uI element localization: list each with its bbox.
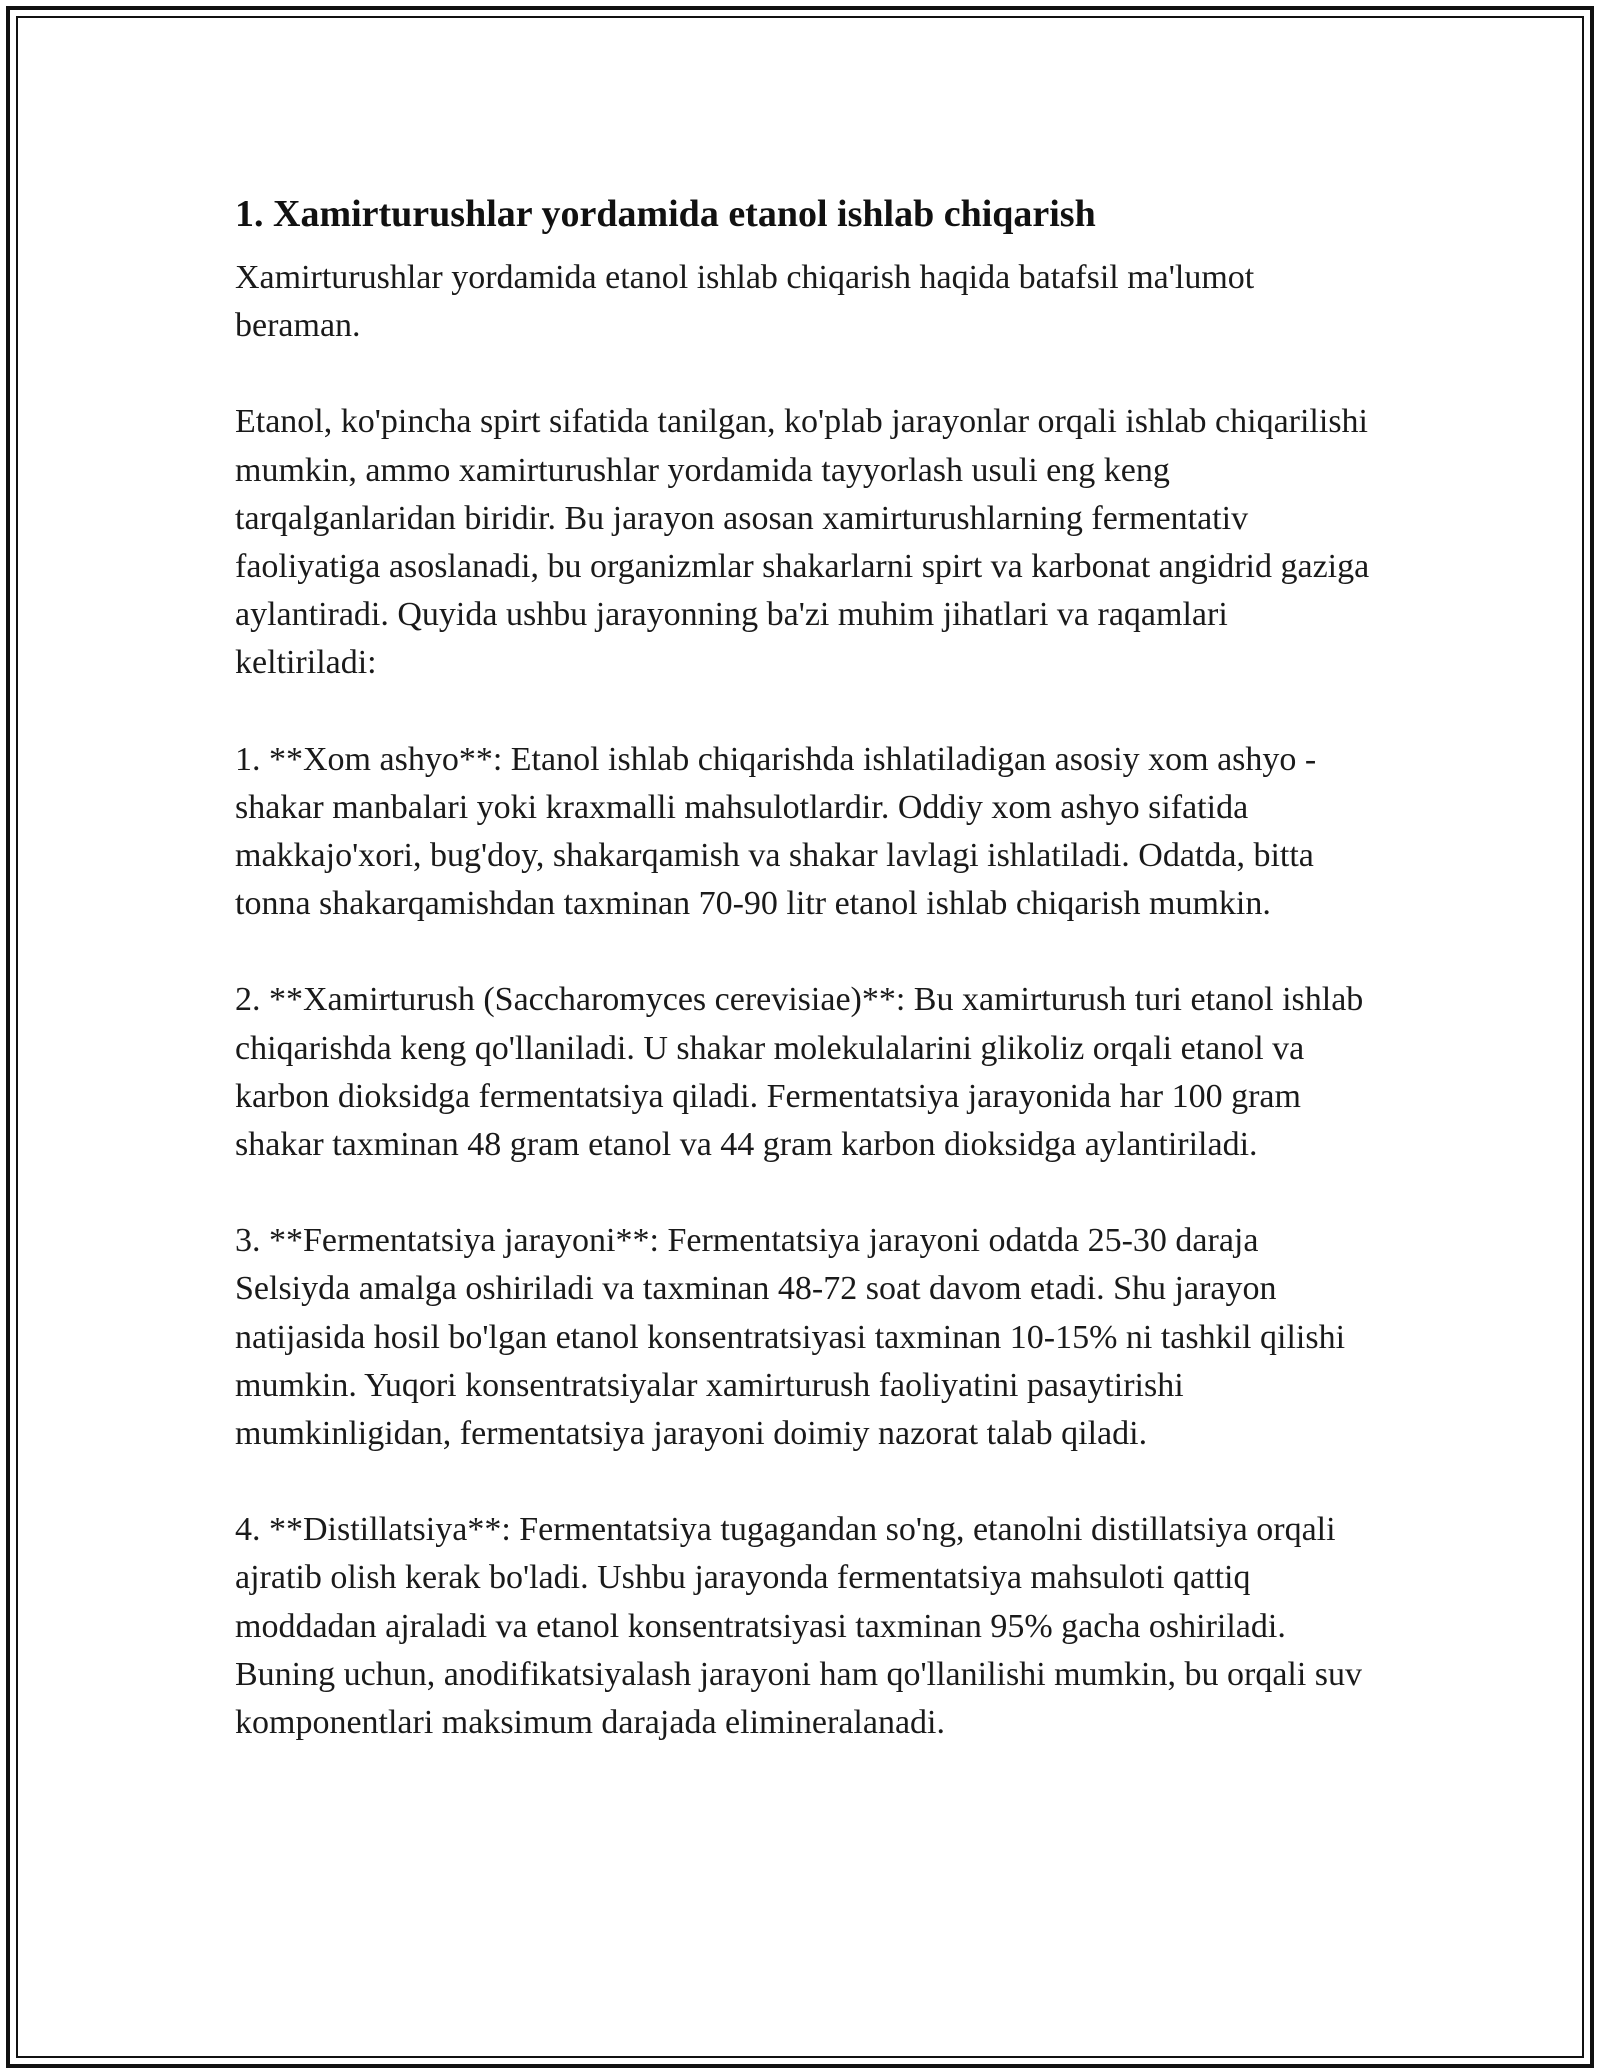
overview-paragraph: Etanol, ko'pincha spirt sifatida tanilgan, ko'plab jarayonlar orqali ishlab chiqarilishi mumkin, ammo xamirturushlar yordamida tayyorlash usuli eng keng tarqalganlaridan biridir. Bu jarayon asosan xamirturushlarning fermentativ faoliyatiga asoslanadi, bu organizmlar shakarlarni spirt va karbonat angidrid gaziga aylantiradi. Quyida ushbu jarayonning ba'zi muhim jihatlari va raqamlari keltiriladi: — [235, 403, 1370, 682]
list-item-raw-materials: 1. **Xom ashyo**: Etanol ishlab chiqarishda ishlatiladigan asosiy xom ashyo - shakar manbalari yoki kraxmalli mahsulotlardir. Oddiy xom ashyo sifatida makkajo'xori, bug'doy, shakarqamish va shakar lavlagi ishlatiladi. Odatda, bitta tonna shakarqamishdan taxminan 70-90 litr etanol ishlab chiqarish mumkin. — [235, 740, 1317, 923]
document-body — [235, 188, 1375, 1747]
list-item-distillation: 4. **Distillatsiya**: Fermentatsiya tugagandan so'ng, etanolni distillatsiya orqali ajratib olish kerak bo'ladi. Ushbu jarayonda fermentatsiya mahsuloti qattiq moddadan ajraladi va etanol konsentratsiyasi taxminan 95% gacha oshiriladi. Buning uchun, anodifikatsiyalash jarayoni ham qo'llanilishi mumkin, bu orqali suv komponentlari maksimum darajada elimineralanadi. — [235, 1511, 1363, 1742]
list-item-yeast: 2. **Xamirturush (Saccharomyces cerevisiae)**: Bu xamirturush turi etanol ishlab chiqarishda keng qo'llaniladi. U shakar molekulalarini glikoliz orqali etanol va karbon dioksidga fermentatsiya qiladi. Fermentatsiya jarayonida har 100 gram shakar taxminan 48 gram etanol va 44 gram karbon dioksidga aylantiriladi. — [235, 981, 1364, 1164]
list-item-fermentation: 3. **Fermentatsiya jarayoni**: Fermentatsiya jarayoni odatda 25-30 daraja Selsiyda amalga oshiriladi va taxminan 48-72 soat davom etadi. Shu jarayon natijasida hosil bo'lgan etanol konsentratsiyasi taxminan 10-15% ni tashkil qilishi mumkin. Yuqori konsentratsiyalar xamirturush faoliyatini pasaytirishi mumkinligidan, fermentatsiya jarayoni doimiy nazorat talab qiladi. — [235, 1222, 1346, 1453]
document-title: 1. Xamirturushlar yordamida etanol ishlab chiqarish — [235, 193, 1096, 235]
intro-paragraph: Xamirturushlar yordamida etanol ishlab chiqarish haqida batafsil ma'lumot beraman. — [235, 259, 1255, 345]
